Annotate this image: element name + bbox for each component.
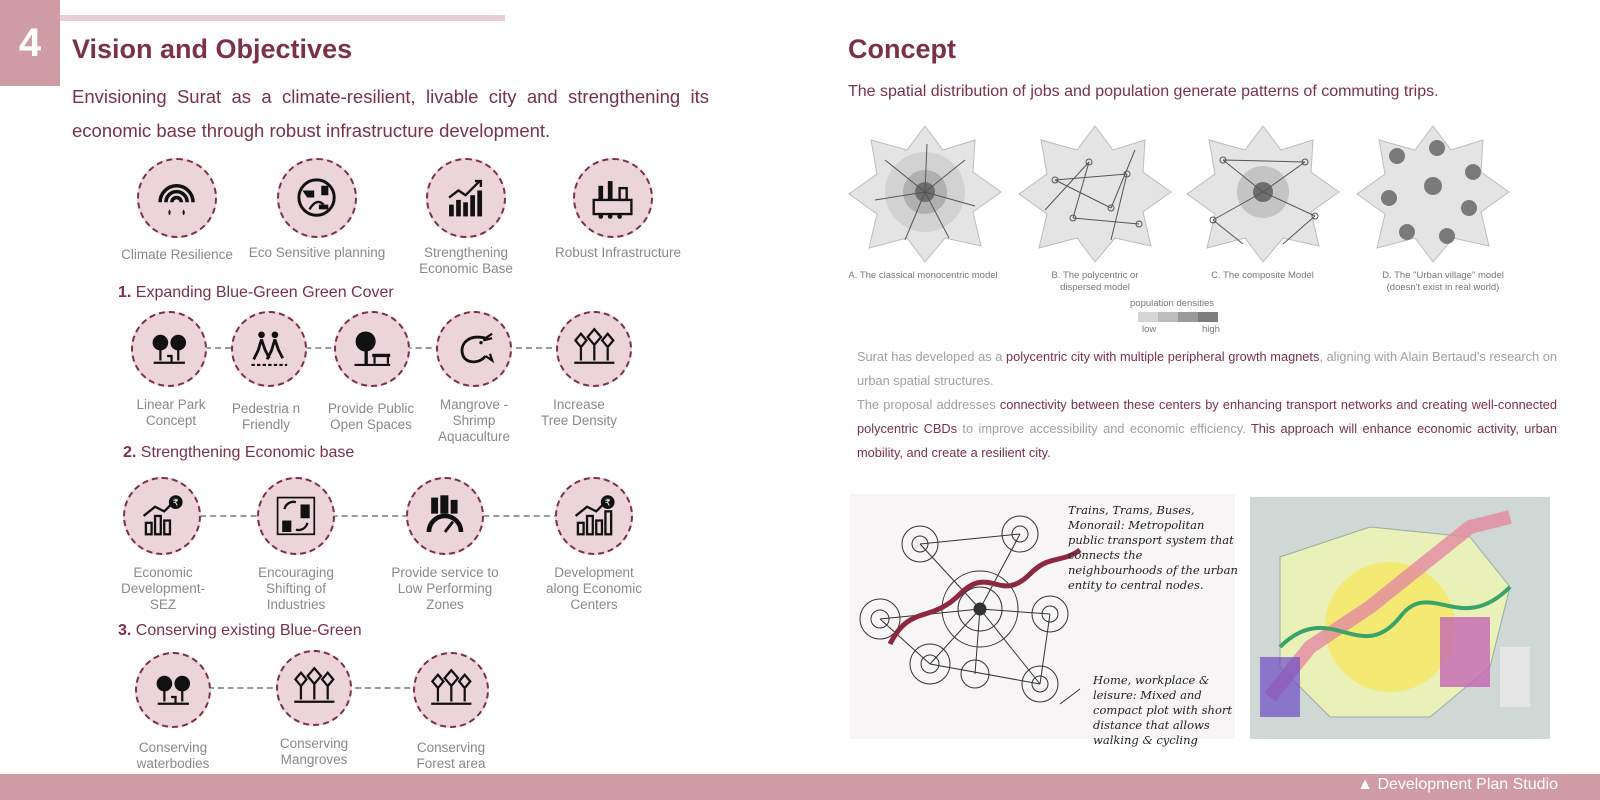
model-caption: B. The polycentric or dispersed model <box>1051 270 1139 293</box>
relocate-industry-icon <box>257 477 335 555</box>
svg-text:₹: ₹ <box>604 497 611 509</box>
factory-icon <box>573 158 653 238</box>
footer-bar <box>0 774 1600 800</box>
park-bench-icon <box>334 311 410 387</box>
item-label: Encouraging Shifting of Industries <box>258 565 334 612</box>
model-caption: A. The classical monocentric model <box>848 270 998 281</box>
growth-chart-icon <box>426 158 506 238</box>
park-trees-icon <box>135 652 211 728</box>
item-label: Pedestria n Friendly <box>231 401 301 432</box>
legend-swatch <box>1178 312 1198 322</box>
model-caption: D. The "Urban village" model (doesn't exist in real world) <box>1382 270 1504 293</box>
item-label: Linear Park Concept <box>136 397 206 428</box>
city-gauge-icon <box>406 477 484 555</box>
item-label: Conserving Forest area <box>416 740 486 771</box>
item-label: Provide Public Open Spaces <box>327 401 415 432</box>
sketch-note-1: Trains, Trams, Buses, Monorail: Metropolitan public transport system that connects the neighbourhoods of the urban entity to central nodes. <box>1068 503 1238 592</box>
item-label: Economic Development- SEZ <box>120 565 206 612</box>
forest-icon <box>413 652 489 728</box>
model-polycentric-diagram <box>1015 120 1175 265</box>
model-urban-village-diagram <box>1353 120 1513 265</box>
page-number: 4 <box>0 0 60 86</box>
connector-line <box>200 515 560 517</box>
pillar-label: Strengthening Economic Base <box>419 245 513 276</box>
rainbow-rain-icon <box>137 158 217 238</box>
top-accent-bar <box>0 15 505 21</box>
section-heading: 2. Strengthening Economic base <box>123 444 355 461</box>
model-composite-diagram <box>1183 120 1343 265</box>
triangle-icon: ▲ <box>1357 776 1373 793</box>
svg-text:₹: ₹ <box>172 497 179 509</box>
forest-icon <box>276 650 352 726</box>
model-monocentric-diagram <box>845 120 1005 265</box>
concept-subtitle: The spatial distribution of jobs and population generate patterns of commuting trips. <box>848 83 1439 100</box>
legend-low: low <box>1142 324 1157 335</box>
concept-title: Concept <box>848 34 956 64</box>
legend-title: population densities <box>1130 298 1214 309</box>
legend-swatch <box>1158 312 1178 322</box>
model-caption: C. The composite Model <box>1211 270 1314 281</box>
legend-high: high <box>1202 324 1220 335</box>
concept-paragraph: Surat has developed as a polycentric city with multiple peripheral growth magnets, aligning with Alain Bertaud's research on urban spatial structures. The proposal addresses connectivity between these centers by enhancing transport networks and creating well-connected polycentric CBDs to improve accessibility and economic efficiency. This approach will enhance economic activity, urban mobility, and create a resilient city. <box>857 349 1558 460</box>
surat-city-map <box>1250 497 1550 739</box>
pillar-label: Climate Resilience <box>121 247 233 262</box>
forest-icon <box>556 311 632 387</box>
item-label: Conserving waterbodies <box>136 740 210 771</box>
item-label: Increase Tree Density <box>540 397 618 428</box>
pillar-label: Robust Infrastructure <box>554 245 682 260</box>
pillar-label: Eco Sensitive planning <box>248 245 386 260</box>
pedestrians-icon <box>231 311 307 387</box>
item-label: Development along Economic Centers <box>545 565 643 612</box>
density-legend <box>1138 312 1218 322</box>
item-label: Provide service to Low Performing Zones <box>391 565 499 612</box>
sketch-note-2: Home, workplace & leisure: Mixed and compact plot with short distance that allows walking & cycling <box>1093 673 1232 747</box>
footer-label: ▲ Development Plan Studio <box>1357 776 1558 793</box>
legend-swatch <box>1198 312 1218 322</box>
section-heading: 3. Conserving existing Blue-Green <box>118 622 362 639</box>
globe-leaf-icon <box>277 158 357 238</box>
park-trees-icon <box>131 311 207 387</box>
vision-statement: Envisioning Surat as a climate-resilient, livable city and strengthening its economic base through robust infrastructure development. <box>72 86 709 141</box>
rupee-chart-icon <box>123 477 201 555</box>
item-label: Mangrove - Shrimp Aquaculture <box>437 397 511 444</box>
item-label: Conserving Mangroves <box>279 736 349 767</box>
shrimp-icon <box>436 311 512 387</box>
legend-swatch <box>1138 312 1158 322</box>
section-heading: 1. Expanding Blue-Green Green Cover <box>118 284 394 301</box>
rupee-growth-icon <box>555 477 633 555</box>
page-title: Vision and Objectives <box>72 34 353 64</box>
